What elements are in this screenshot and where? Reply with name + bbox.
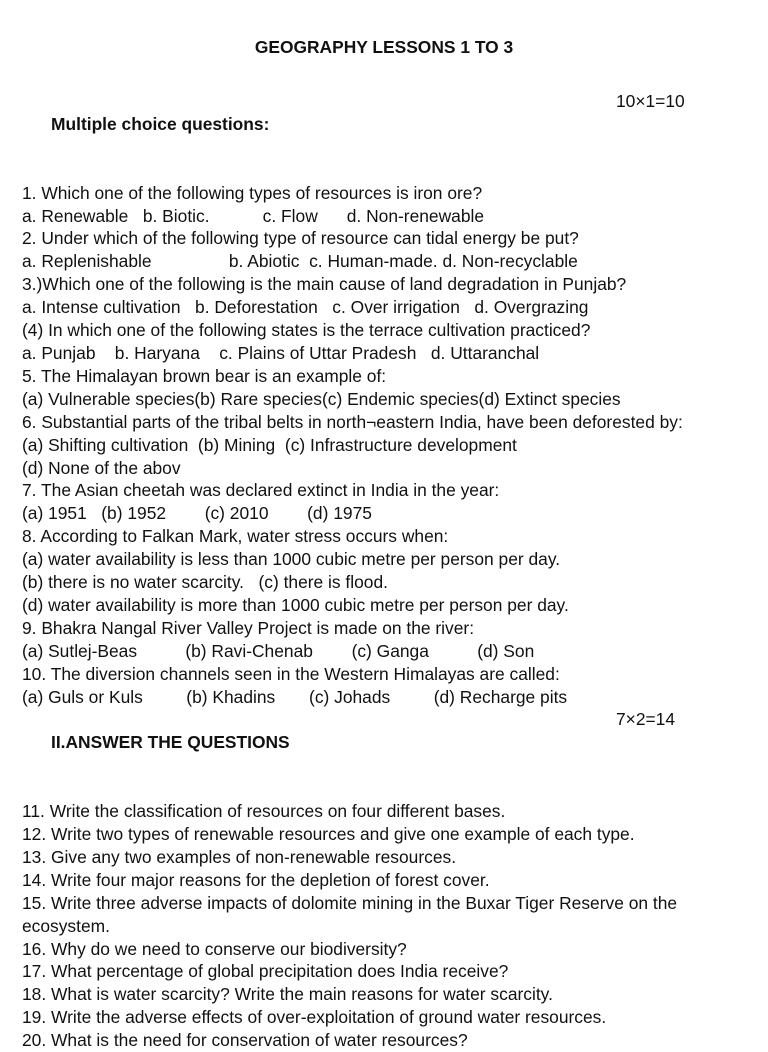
question-line: 15. Write three adverse impacts of dolomite mining in the Buxar Tiger Reserve on the ecosystem. (22, 892, 678, 936)
question-line: 17. What percentage of global precipitation does India receive? (22, 961, 509, 982)
page-title: GEOGRAPHY LESSONS 1 TO 3 (254, 37, 514, 57)
question-line: 2. Under which of the following type of resource can tidal energy be put? (22, 228, 579, 249)
options-line: (a) Guls or Kuls (b) Khadins (c) Johads (d) Recharge pits (22, 686, 568, 707)
options-line: a. Renewable b. Biotic. c. Flow d. Non-renewable (22, 205, 485, 226)
options-line: (a) 1951 (b) 1952 (c) 2010 (d) 1975 (22, 503, 372, 524)
question-line: 19. Write the adverse effects of over-exploitation of ground water resources. (22, 1007, 607, 1028)
options-line: (a) water availability is less than 1000 cubic metre per person per day. (22, 549, 561, 570)
options-line: (a) Vulnerable species(b) Rare species(c) Endemic species(d) Extinct species (22, 388, 621, 409)
question-line: 7. The Asian cheetah was declared extinct in India in the year: (22, 480, 500, 501)
options-line: (d) water availability is more than 1000 cubic metre per person per day. (22, 594, 569, 615)
options-line: (d) None of the abov (22, 457, 181, 478)
question-line: 14. Write four major reasons for the depletion of forest cover. (22, 869, 490, 890)
options-line: a. Replenishable b. Abiotic c. Human-made. d. Non-recyclable (22, 251, 578, 272)
section-2-heading (22, 708, 752, 800)
question-line: 1. Which one of the following types of resources is iron ore? (22, 182, 483, 203)
question-line: 13. Give any two examples of non-renewable resources. (22, 846, 457, 867)
question-line: 16. Why do we need to conserve our biodiversity? (22, 938, 407, 959)
question-line: (4) In which one of the following states is the terrace cultivation practiced? (22, 320, 591, 341)
section-1-title: Multiple choice questions: (51, 113, 270, 134)
question-line: 10. The diversion channels seen in the Western Himalayas are called: (22, 663, 560, 684)
question-line: 12. Write two types of renewable resources and give one example of each type. (22, 824, 635, 844)
question-line: 18. What is water scarcity? Write the main reasons for water scarcity. (22, 984, 553, 1005)
question-line: 11. Write the classification of resources on four different bases. (22, 801, 506, 822)
section-2-title: II.ANSWER THE QUESTIONS (51, 732, 290, 753)
options-line: (a) Sutlej-Beas (b) Ravi-Chenab (c) Ganga (d) Son (22, 640, 535, 661)
question-line: 6. Substantial parts of the tribal belts in north¬eastern India, have been deforested by: (22, 411, 683, 432)
question-line: 5. The Himalayan brown bear is an example of: (22, 365, 387, 386)
question-line: 9. Bhakra Nangal River Valley Project is made on the river: (22, 617, 475, 638)
question-line: 20. What is the need for conservation of water resources? (22, 1030, 468, 1051)
section-1-heading (22, 90, 752, 182)
section-1-marks: 10×1=10 (616, 91, 685, 111)
worksheet-content (22, 90, 752, 1052)
section-2-marks: 7×2=14 (616, 709, 675, 730)
options-line: a. Punjab b. Haryana c. Plains of Uttar Pradesh d. Uttaranchal (22, 342, 540, 363)
options-line: a. Intense cultivation b. Deforestation c. Over irrigation d. Overgrazing (22, 297, 589, 318)
question-line: 8. According to Falkan Mark, water stress occurs when: (22, 526, 449, 547)
options-line: (a) Shifting cultivation (b) Mining (c) Infrastructure development (22, 434, 517, 455)
options-line: (b) there is no water scarcity. (c) there is flood. (22, 572, 388, 593)
question-line: 3.)Which one of the following is the main cause of land degradation in Punjab? (22, 274, 627, 295)
